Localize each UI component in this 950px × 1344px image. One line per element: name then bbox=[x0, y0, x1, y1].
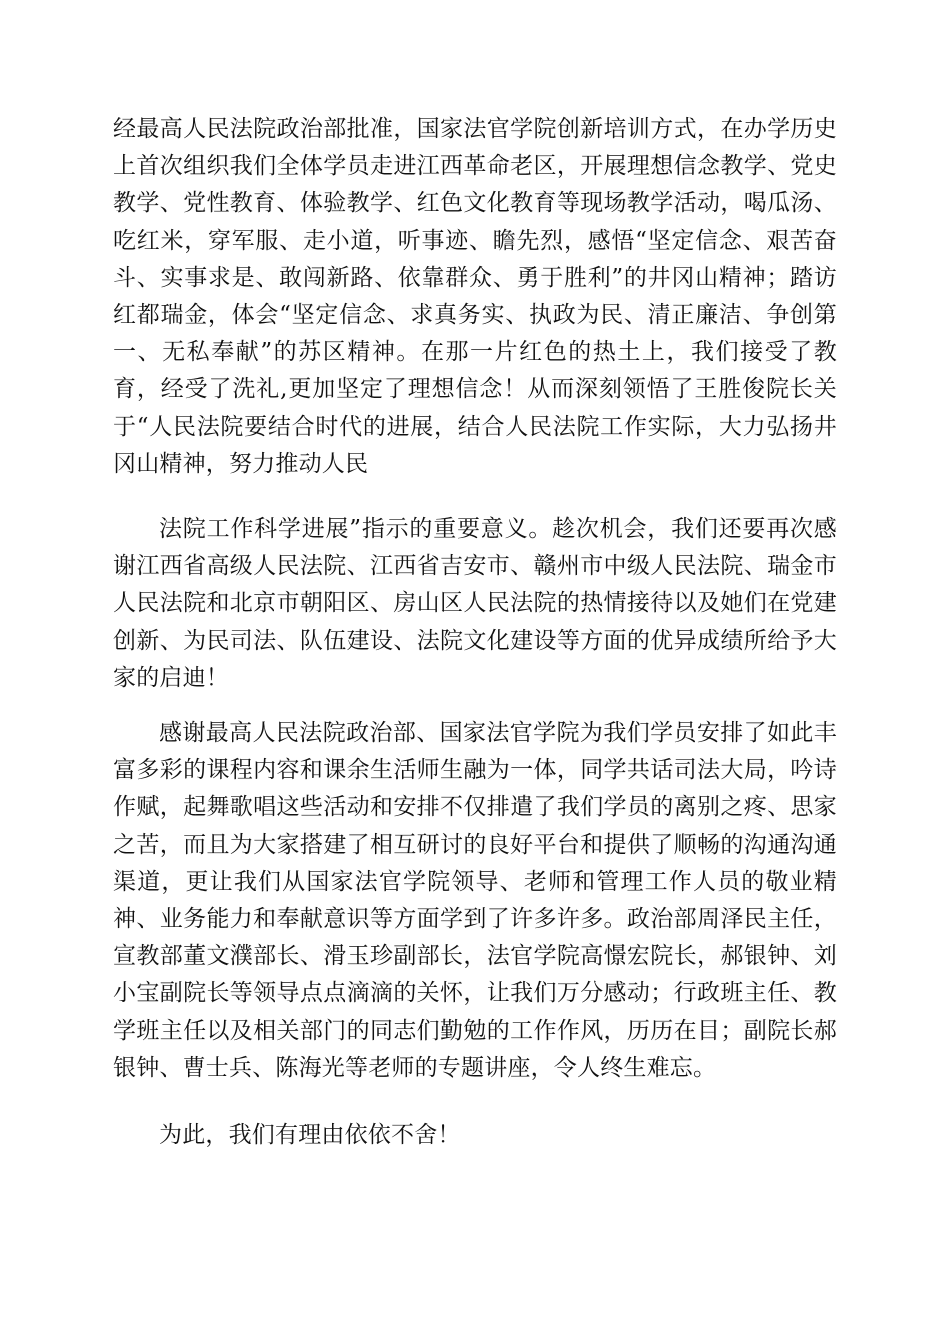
paragraph-1: 经最高人民法院政治部批准，国家法官学院创新培训方式，在办学历史上首次组织我们全体学员走进江西革命老区，开展理想信念教学、党史教学、党性教育、体验教学、红色文化教育等现场教学活动，喝瓜汤、吃红米，穿军服、走小道，听事迹、瞻先烈，感悟“坚定信念、艰苦奋斗、实事求是、敢闯新路、依靠群众、勇于胜利”的井冈山精神；踏访红都瑞金，体会“坚定信念、求真务实、执政为民、清正廉洁、争创第一、无私奉献”的苏区精神。在那一片红色的热土上，我们接受了教育，经受了洗礼,更加坚定了理想信念！从而深刻领悟了王胜俊院长关于“人民法院要结合时代的进展，结合人民法院工作实际，大力弘扬井冈山精神，努力推动人民 bbox=[113, 116, 837, 477]
paragraph-4: 为此，我们有理由依依不舍！ bbox=[159, 1122, 461, 1148]
paragraph-3: 感谢最高人民法院政治部、国家法官学院为我们学员安排了如此丰富多彩的课程内容和课余生活师生融为一体，同学共话司法大局，吟诗作赋，起舞歌唱这些活动和安排不仅排遣了我们学员的离别之疼、思家之苦，而且为大家搭建了相互研讨的良好平台和提供了顺畅的沟通沟通渠道，更让我们从国家法官学院领导、老师和管理工作人员的敬业精神、业务能力和奉献意识等方面学到了许多许多。政治部周泽民主任，宣教部董文濮部长、滑玉珍副部长，法官学院高憬宏院长，郝银钟、刘小宝副院长等领导点点滴滴的关怀，让我们万分感动；行政班主任、教学班主任以及相关部门的同志们勤勉的工作作风，历历在目；副院长郝银钟、曹士兵、陈海光等老师的专题讲座，令人终生难忘。 bbox=[113, 720, 837, 1081]
paragraph-2: 法院工作科学进展”指示的重要意义。趁次机会，我们还要再次感谢江西省高级人民法院、江西省吉安市、赣州市中级人民法院、瑞金市人民法院和北京市朝阳区、房山区人民法院的热情接待以及她们在党建创新、为民司法、队伍建设、法院文化建设等方面的优异成绩所给予大家的启迪！ bbox=[113, 516, 837, 691]
